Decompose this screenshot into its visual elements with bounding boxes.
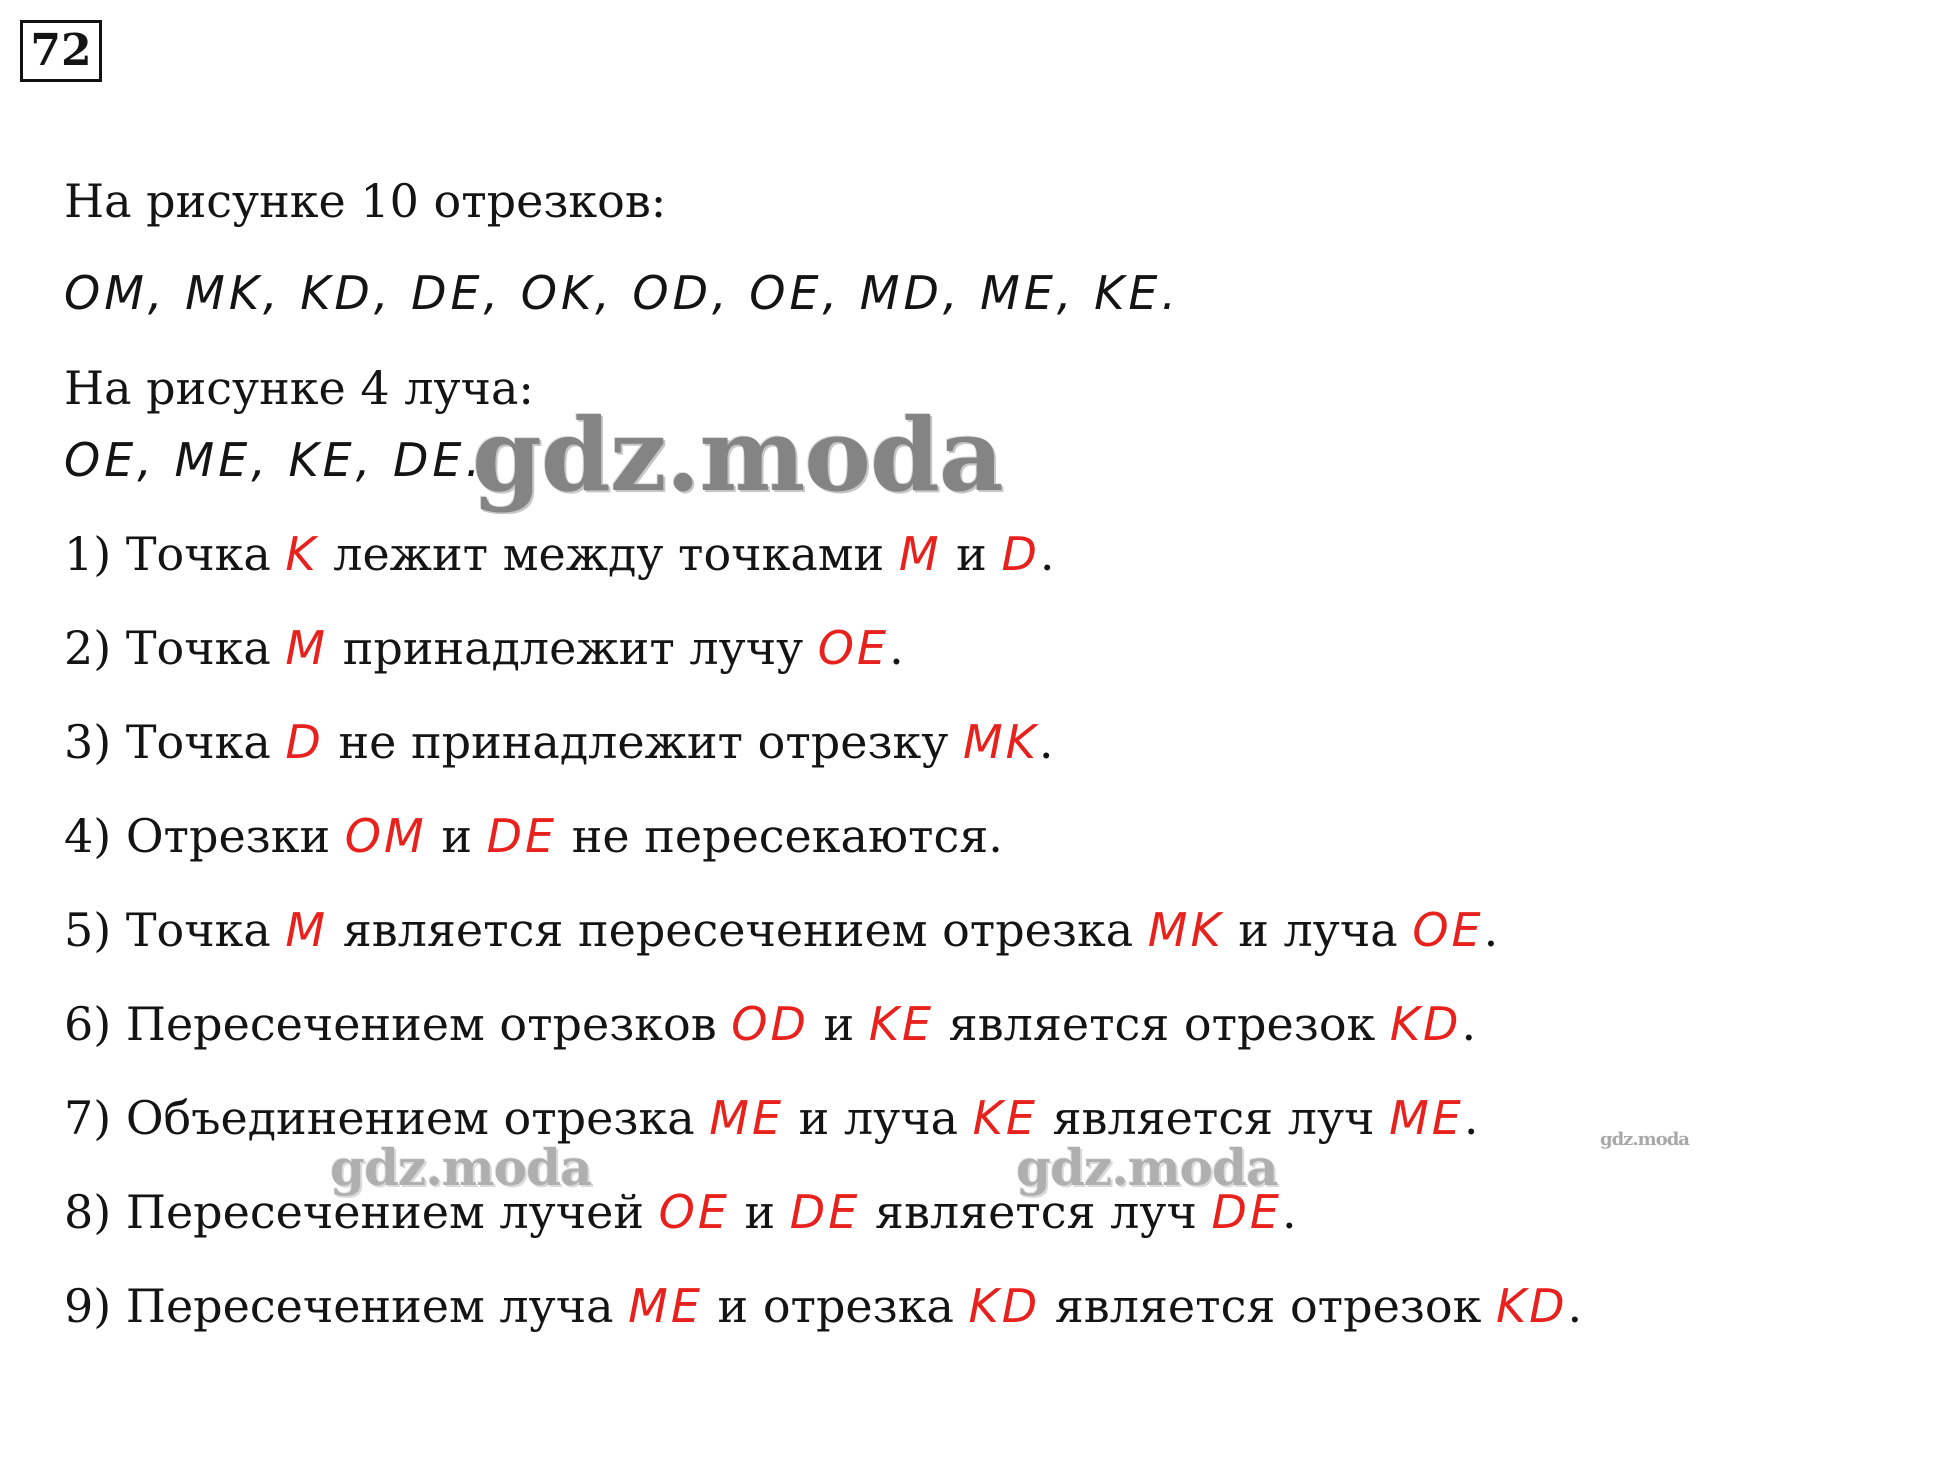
ray-label: ME xyxy=(628,1279,703,1333)
watermark-logo: gdz.moda xyxy=(472,396,1003,514)
statement-text: является пересечением отрезка xyxy=(328,903,1148,957)
statement-text: является луч xyxy=(860,1185,1212,1239)
statement-text: и xyxy=(729,1185,790,1239)
segments-intro: На рисунке 10 отрезков: xyxy=(64,174,667,228)
segment-label: OD xyxy=(731,997,809,1051)
segment-label: KD xyxy=(1389,997,1462,1051)
watermark-logo: gdz.moda xyxy=(1600,1129,1689,1150)
point-label: K xyxy=(285,527,319,581)
statement-4 xyxy=(64,808,1003,864)
statement-number: 4) Отрезки xyxy=(64,809,345,863)
statement-text: . xyxy=(1281,1185,1297,1239)
watermark-logo: gdz.moda xyxy=(1016,1138,1278,1197)
point-label: M xyxy=(898,527,942,581)
statement-text: и xyxy=(941,527,1002,581)
segments-list: OM, MK, KD, DE, OK, OD, OE, MD, ME, KE. xyxy=(64,266,1181,320)
statement-text: и луча xyxy=(1223,903,1413,957)
watermark-logo: gdz.moda xyxy=(330,1138,592,1197)
statement-2 xyxy=(64,620,904,676)
statement-text: является отрезок xyxy=(1040,1279,1496,1333)
statement-text: . xyxy=(1039,527,1055,581)
rays-list: OE, ME, KE, DE. xyxy=(64,433,485,487)
statement-text: является отрезок xyxy=(934,997,1390,1051)
statement-text: не принадлежит отрезку xyxy=(323,715,963,769)
ray-label: OE xyxy=(658,1185,730,1239)
segment-label: KD xyxy=(968,1279,1041,1333)
statement-text: . xyxy=(1567,1279,1583,1333)
statement-number: 2) Точка xyxy=(64,621,286,675)
statement-6 xyxy=(64,996,1476,1052)
segment-label: ME xyxy=(709,1091,785,1145)
statement-number: 9) Пересечением луча xyxy=(64,1279,629,1333)
statement-text: лежит между точками xyxy=(318,527,899,581)
statement-text: и xyxy=(808,997,869,1051)
ray-label: OE xyxy=(817,621,890,675)
statement-text: и луча xyxy=(784,1091,973,1145)
point-label: M xyxy=(285,903,329,957)
statement-5 xyxy=(64,902,1498,958)
ray-label: ME xyxy=(1389,1091,1464,1145)
ray-label: OE xyxy=(1412,903,1484,957)
segment-label: KE xyxy=(868,997,935,1051)
ray-label: DE xyxy=(789,1185,861,1239)
point-label: D xyxy=(285,715,324,769)
statement-1 xyxy=(64,526,1054,582)
statement-text: . xyxy=(1483,903,1499,957)
statement-number: 5) Точка xyxy=(64,903,286,957)
statement-text: является луч xyxy=(1037,1091,1390,1145)
statement-text: принадлежит лучу xyxy=(328,621,818,675)
statement-3 xyxy=(64,714,1053,770)
statement-number: 1) Точка xyxy=(64,527,286,581)
statement-text: . xyxy=(1463,1091,1479,1145)
segment-label: MK xyxy=(962,715,1039,769)
segment-label: KD xyxy=(1495,1279,1568,1333)
statement-9 xyxy=(64,1278,1582,1334)
statement-text: . xyxy=(889,621,904,675)
statement-number: 3) Точка xyxy=(64,715,286,769)
statement-text: и xyxy=(426,809,487,863)
statement-text: . xyxy=(1038,715,1054,769)
ray-label: DE xyxy=(1211,1185,1282,1239)
point-label: D xyxy=(1001,527,1040,581)
segment-label: OM xyxy=(344,809,427,863)
statement-text: не пересекаются. xyxy=(557,809,1003,863)
rays-intro: На рисунке 4 луча: xyxy=(64,361,534,415)
ray-label: KE xyxy=(972,1091,1038,1145)
segment-label: MK xyxy=(1147,903,1224,957)
statement-text: и отрезка xyxy=(702,1279,969,1333)
statement-text: . xyxy=(1461,997,1477,1051)
problem-number: 72 xyxy=(20,20,102,82)
point-label: M xyxy=(285,621,329,675)
statement-number: 8) Пересечением лучей xyxy=(64,1185,659,1239)
segment-label: DE xyxy=(486,809,558,863)
statement-number: 6) Пересечением отрезков xyxy=(64,997,732,1051)
statement-number: 7) Объединением отрезка xyxy=(64,1091,710,1145)
